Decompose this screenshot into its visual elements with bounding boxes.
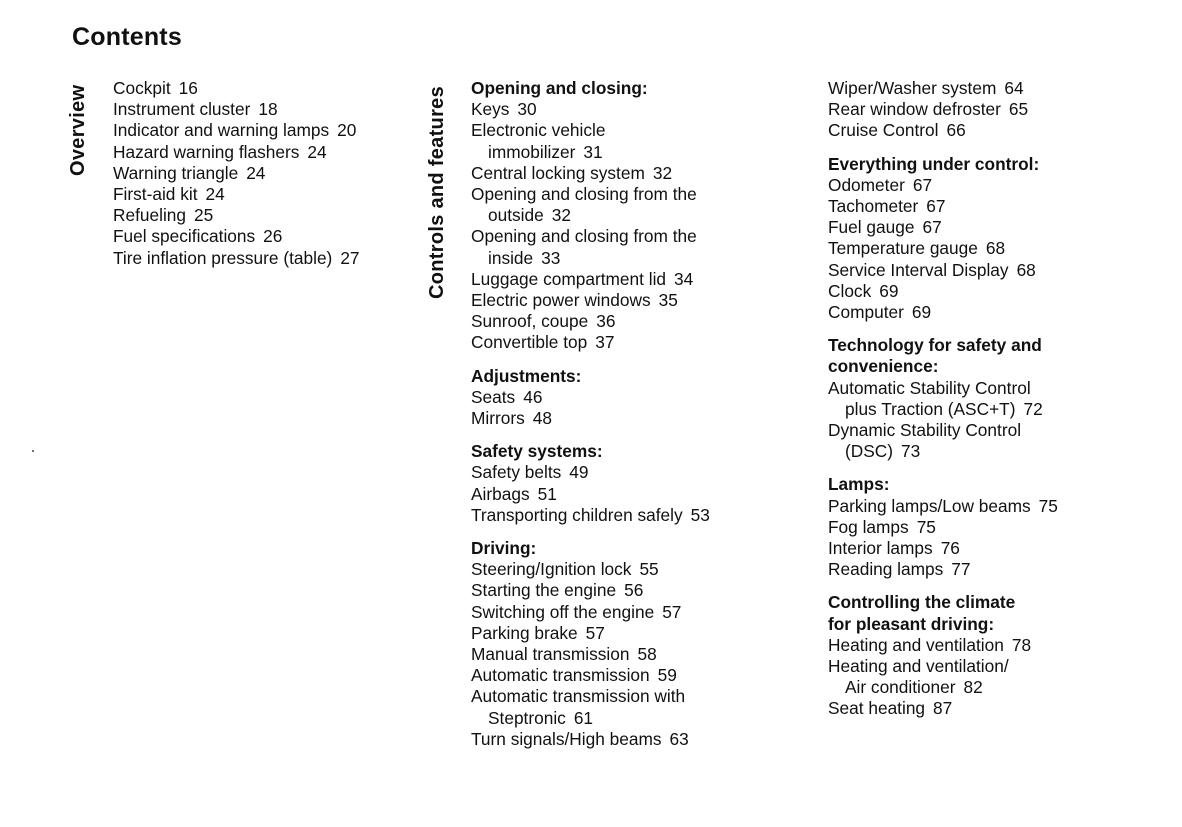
entry-page-number: 20 (337, 120, 357, 141)
entry-title: Temperature gauge (828, 238, 978, 259)
entry-title: Refueling (113, 205, 187, 226)
toc-entry[interactable] (828, 698, 1058, 719)
toc-entry[interactable] (471, 505, 710, 526)
entry-page-number: 36 (596, 311, 616, 332)
toc-entry[interactable] (471, 311, 710, 332)
entry-title: Electronic vehicle (471, 120, 606, 141)
toc-entry[interactable] (471, 623, 710, 644)
toc-entry[interactable] (471, 120, 710, 162)
entry-title: Convertible top (471, 332, 588, 353)
entry-page-number: 59 (657, 665, 677, 686)
entry-title-continued-text: Steptronic (488, 707, 566, 728)
entry-page-number: 87 (933, 698, 953, 719)
entry-title-continued-text: immobilizer (488, 141, 576, 162)
entry-page-number: 66 (946, 120, 966, 141)
overview-column (113, 78, 360, 281)
toc-entry[interactable] (471, 484, 710, 505)
toc-entry[interactable] (828, 378, 1058, 420)
entry-title-continued-text: inside (488, 247, 534, 268)
section-heading: Driving: (471, 538, 537, 559)
toc-entry[interactable] (471, 559, 710, 580)
entry-title: Heating and ventilation (828, 634, 1004, 655)
entry-title: Transporting children safely (471, 504, 683, 525)
toc-entry[interactable] (828, 420, 1058, 462)
entry-title: Electric power windows (471, 290, 651, 311)
entry-page-number: 51 (537, 483, 557, 504)
section-heading: Adjustments: (471, 365, 582, 386)
controls-column-1 (471, 78, 710, 762)
toc-entry[interactable] (828, 517, 1058, 538)
toc-entry[interactable] (471, 462, 710, 483)
entry-title: Cruise Control (828, 120, 939, 141)
toc-entry[interactable] (471, 686, 710, 728)
toc-entry[interactable] (828, 175, 1058, 196)
entry-title: Switching off the engine (471, 601, 655, 622)
entry-title-continued-text: Air conditioner (845, 677, 956, 698)
toc-section (828, 474, 1058, 580)
entry-title-continued (471, 708, 710, 729)
entry-page-number: 37 (595, 332, 615, 353)
toc-section (471, 538, 710, 750)
entry-title: Reading lamps (828, 559, 944, 580)
section-heading: Everything under control: (828, 153, 1040, 174)
toc-entry[interactable] (113, 120, 360, 141)
entry-title: Automatic transmission with (471, 686, 686, 707)
toc-entry[interactable] (828, 217, 1058, 238)
toc-entry[interactable] (471, 332, 710, 353)
entry-title-continued (471, 205, 710, 226)
entry-title: Interior lamps (828, 538, 933, 559)
entry-page-number: 18 (258, 99, 278, 120)
section-heading: Opening and closing: (471, 78, 648, 98)
entry-page-number: 72 (1023, 398, 1043, 419)
entry-page-number: 27 (340, 247, 360, 268)
entry-page-number: 65 (1008, 99, 1029, 120)
entry-page-number: 34 (674, 268, 694, 289)
toc-entry[interactable] (828, 120, 1058, 141)
entry-title: Automatic Stability Control (828, 377, 1031, 398)
entry-page-number: 25 (194, 205, 214, 226)
entry-title-continued (828, 677, 1058, 698)
toc-entry[interactable] (828, 281, 1058, 302)
entry-title: Fog lamps (828, 516, 909, 537)
entry-title: Rear window defroster (828, 99, 1001, 120)
entry-title: Warning triangle (113, 162, 239, 183)
entry-page-number: 69 (879, 280, 899, 301)
entry-title: Starting the engine (471, 580, 617, 601)
entry-title: Dynamic Stability Control (828, 420, 1022, 441)
entry-title: Parking brake (471, 622, 578, 643)
toc-entry[interactable] (113, 142, 360, 163)
entry-title: Mirrors (471, 408, 525, 429)
entry-page-number: 64 (1004, 78, 1024, 98)
toc-entry[interactable] (471, 729, 710, 750)
entry-page-number: 75 (1038, 495, 1058, 516)
entry-page-number: 69 (911, 302, 932, 323)
entry-page-number: 30 (517, 99, 537, 120)
entry-page-number: 67 (912, 174, 933, 195)
entry-title: Manual transmission (471, 644, 630, 665)
entry-title: Tire inflation pressure (table) (113, 247, 333, 268)
entry-title: Cockpit (113, 78, 171, 98)
entry-title-continued (471, 142, 710, 163)
entry-title: Steering/Ignition lock (471, 559, 632, 580)
controls-column-2 (828, 78, 1058, 732)
entry-title: Instrument cluster (113, 99, 251, 120)
entry-page-number: 32 (652, 162, 673, 183)
toc-entry[interactable] (828, 496, 1058, 517)
entry-page-number: 82 (963, 677, 983, 698)
toc-entry[interactable] (113, 78, 360, 99)
entry-page-number: 68 (1016, 259, 1036, 280)
section-heading: Controlling the climate (828, 592, 1016, 613)
entry-title: Computer (828, 302, 904, 323)
toc-section (828, 154, 1058, 324)
toc-entry[interactable] (471, 387, 710, 408)
entry-title-continued-text: plus Traction (ASC+T) (845, 398, 1016, 419)
toc-entry[interactable] (828, 99, 1058, 120)
entry-page-number: 48 (532, 408, 552, 429)
toc-entry[interactable] (471, 644, 710, 665)
entry-page-number: 32 (551, 205, 571, 226)
entry-page-number: 46 (523, 386, 543, 407)
toc-section (113, 78, 360, 269)
toc-section (471, 78, 710, 354)
entry-title: Opening and closing from the (471, 184, 697, 205)
entry-page-number: 73 (901, 441, 921, 462)
entry-title: Wiper/Washer system (828, 78, 997, 98)
entry-page-number: 57 (585, 622, 605, 643)
entry-title: Parking lamps/Low beams (828, 495, 1031, 516)
entry-title: Fuel gauge (828, 217, 915, 238)
entry-page-number: 67 (922, 217, 942, 238)
toc-entry[interactable] (471, 163, 710, 184)
entry-title: Indicator and warning lamps (113, 120, 330, 141)
entry-page-number: 56 (624, 580, 644, 601)
toc-entry[interactable] (828, 196, 1058, 217)
entry-title: Turn signals/High beams (471, 728, 662, 749)
entry-page-number: 67 (926, 196, 946, 217)
entry-page-number: 16 (178, 78, 198, 98)
entry-page-number: 76 (940, 538, 960, 559)
entry-title: Odometer (828, 174, 905, 195)
entry-page-number: 61 (573, 707, 594, 728)
toc-entry[interactable] (828, 635, 1058, 656)
entry-title-continued (471, 248, 710, 269)
section-heading: Lamps: (828, 474, 890, 495)
entry-title: Safety belts (471, 462, 562, 483)
toc-entry[interactable] (828, 302, 1058, 323)
toc-entry[interactable] (471, 290, 710, 311)
entry-title: Luggage compartment lid (471, 268, 667, 289)
entry-page-number: 75 (916, 516, 936, 537)
entry-title: Airbags (471, 483, 530, 504)
entry-page-number: 63 (669, 728, 689, 749)
entry-page-number: 24 (246, 162, 266, 183)
entry-page-number: 77 (951, 559, 971, 580)
entry-title-continued (828, 399, 1058, 420)
entry-title: Clock (828, 280, 872, 301)
entry-title-continued-text: (DSC) (845, 441, 893, 462)
toc-entry[interactable] (828, 78, 1058, 99)
toc-entry[interactable] (828, 538, 1058, 559)
toc-entry[interactable] (471, 269, 710, 290)
page-title: Contents (72, 23, 182, 51)
entry-title: Hazard warning flashers (113, 141, 300, 162)
entry-page-number: 68 (985, 238, 1006, 259)
toc-entry[interactable] (828, 238, 1058, 259)
toc-entry[interactable] (471, 184, 710, 226)
toc-entry[interactable] (113, 163, 360, 184)
toc-entry[interactable] (471, 408, 710, 429)
entry-page-number: 49 (569, 462, 589, 483)
toc-entry[interactable] (828, 260, 1058, 281)
entry-page-number: 57 (662, 601, 682, 622)
toc-entry[interactable] (113, 184, 360, 205)
entry-title: First-aid kit (113, 184, 198, 205)
entry-page-number: 31 (583, 141, 603, 162)
toc-section (828, 78, 1058, 142)
section-heading: for pleasant driving: (828, 613, 995, 634)
toc-entry[interactable] (113, 99, 360, 120)
entry-page-number: 55 (639, 559, 659, 580)
section-heading: Technology for safety and (828, 335, 1042, 356)
toc-entry[interactable] (828, 656, 1058, 698)
entry-title: Tachometer (828, 196, 919, 217)
entry-title: Sunroof, coupe (471, 311, 589, 332)
entry-page-number: 35 (658, 290, 678, 311)
toc-entry[interactable] (113, 205, 360, 226)
side-label-controls: Controls and features (426, 86, 448, 299)
toc-section (471, 366, 710, 430)
entry-title: Seat heating (828, 698, 926, 719)
entry-title: Heating and ventilation/ (828, 656, 1009, 677)
entry-page-number: 24 (307, 141, 327, 162)
entry-page-number: 58 (637, 644, 657, 665)
entry-page-number: 53 (690, 504, 710, 525)
entry-title-continued (828, 441, 1058, 462)
toc-section (828, 335, 1058, 462)
entry-title-continued-text: outside (488, 205, 544, 226)
toc-entry[interactable] (471, 602, 710, 623)
stray-dot (32, 450, 34, 452)
entry-title: Central locking system (471, 162, 645, 183)
entry-page-number: 26 (263, 226, 283, 247)
toc-entry[interactable] (113, 226, 360, 247)
toc-entry[interactable] (471, 226, 710, 268)
entry-title: Service Interval Display (828, 259, 1009, 280)
entry-title: Opening and closing from the (471, 226, 697, 247)
entry-title: Keys (471, 99, 510, 120)
toc-entry[interactable] (113, 248, 360, 269)
section-heading: Safety systems: (471, 441, 603, 462)
section-heading: convenience: (828, 356, 939, 377)
entry-title: Fuel specifications (113, 226, 256, 247)
entry-page-number: 33 (541, 247, 561, 268)
toc-section (471, 441, 710, 526)
entry-title: Seats (471, 386, 516, 407)
entry-page-number: 24 (205, 184, 225, 205)
toc-entry[interactable] (471, 99, 710, 120)
entry-page-number: 78 (1011, 634, 1032, 655)
toc-entry[interactable] (471, 580, 710, 601)
toc-entry[interactable] (828, 559, 1058, 580)
entry-title: Automatic transmission (471, 665, 650, 686)
side-label-overview: Overview (67, 84, 89, 176)
toc-section (828, 592, 1058, 719)
toc-entry[interactable] (471, 665, 710, 686)
